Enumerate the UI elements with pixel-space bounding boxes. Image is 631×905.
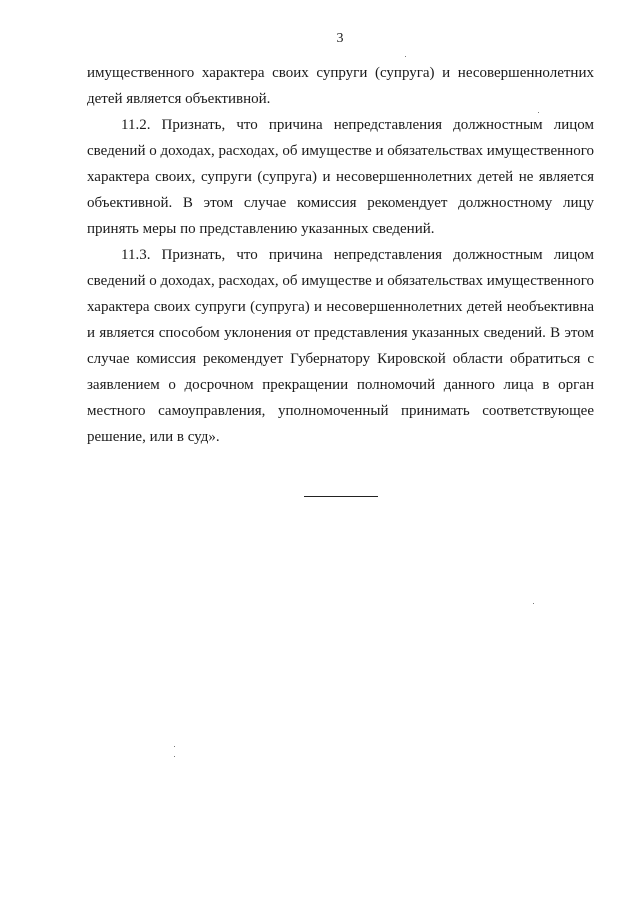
paragraph-11-2: 11.2. Признать, что причина непредставления должностным лицом сведений о доходах, расходах, об имуществе и обязательствах имущественного характера своих, супруги (супруга) и несовершеннолетних детей не является объективной. В этом случае комиссия рекомендует должностному лицу принять меры по представлению указанных сведений.	[87, 117, 595, 237]
paragraph-11-3: 11.3. Признать, что причина непредставления должностным лицом сведений о доходах, расходах, об имуществе и обязательствах имущественного характера своих супруги (супруга) и несовершеннолетних детей необъективна и является способом уклонения от представления указанных сведений. В этом случае комиссия рекомендует Губернатору Кировской области обратиться с заявлением о досрочном прекращении полномочий данного лица в орган местного самоуправления, уполномоченный принимать соответствующее решение, или в суд».	[87, 247, 595, 445]
scan-speck	[538, 112, 539, 113]
scan-speck	[405, 56, 406, 57]
scan-speck	[174, 756, 175, 757]
scan-speck	[174, 746, 175, 747]
paragraph-continuation: имущественного характера своих супруги (супруга) и несовершеннолетних детей является объективной.	[87, 65, 594, 107]
scan-speck	[533, 603, 534, 604]
document-body	[87, 60, 594, 450]
page-number: 3	[336, 31, 344, 46]
end-separator-line	[304, 496, 378, 497]
